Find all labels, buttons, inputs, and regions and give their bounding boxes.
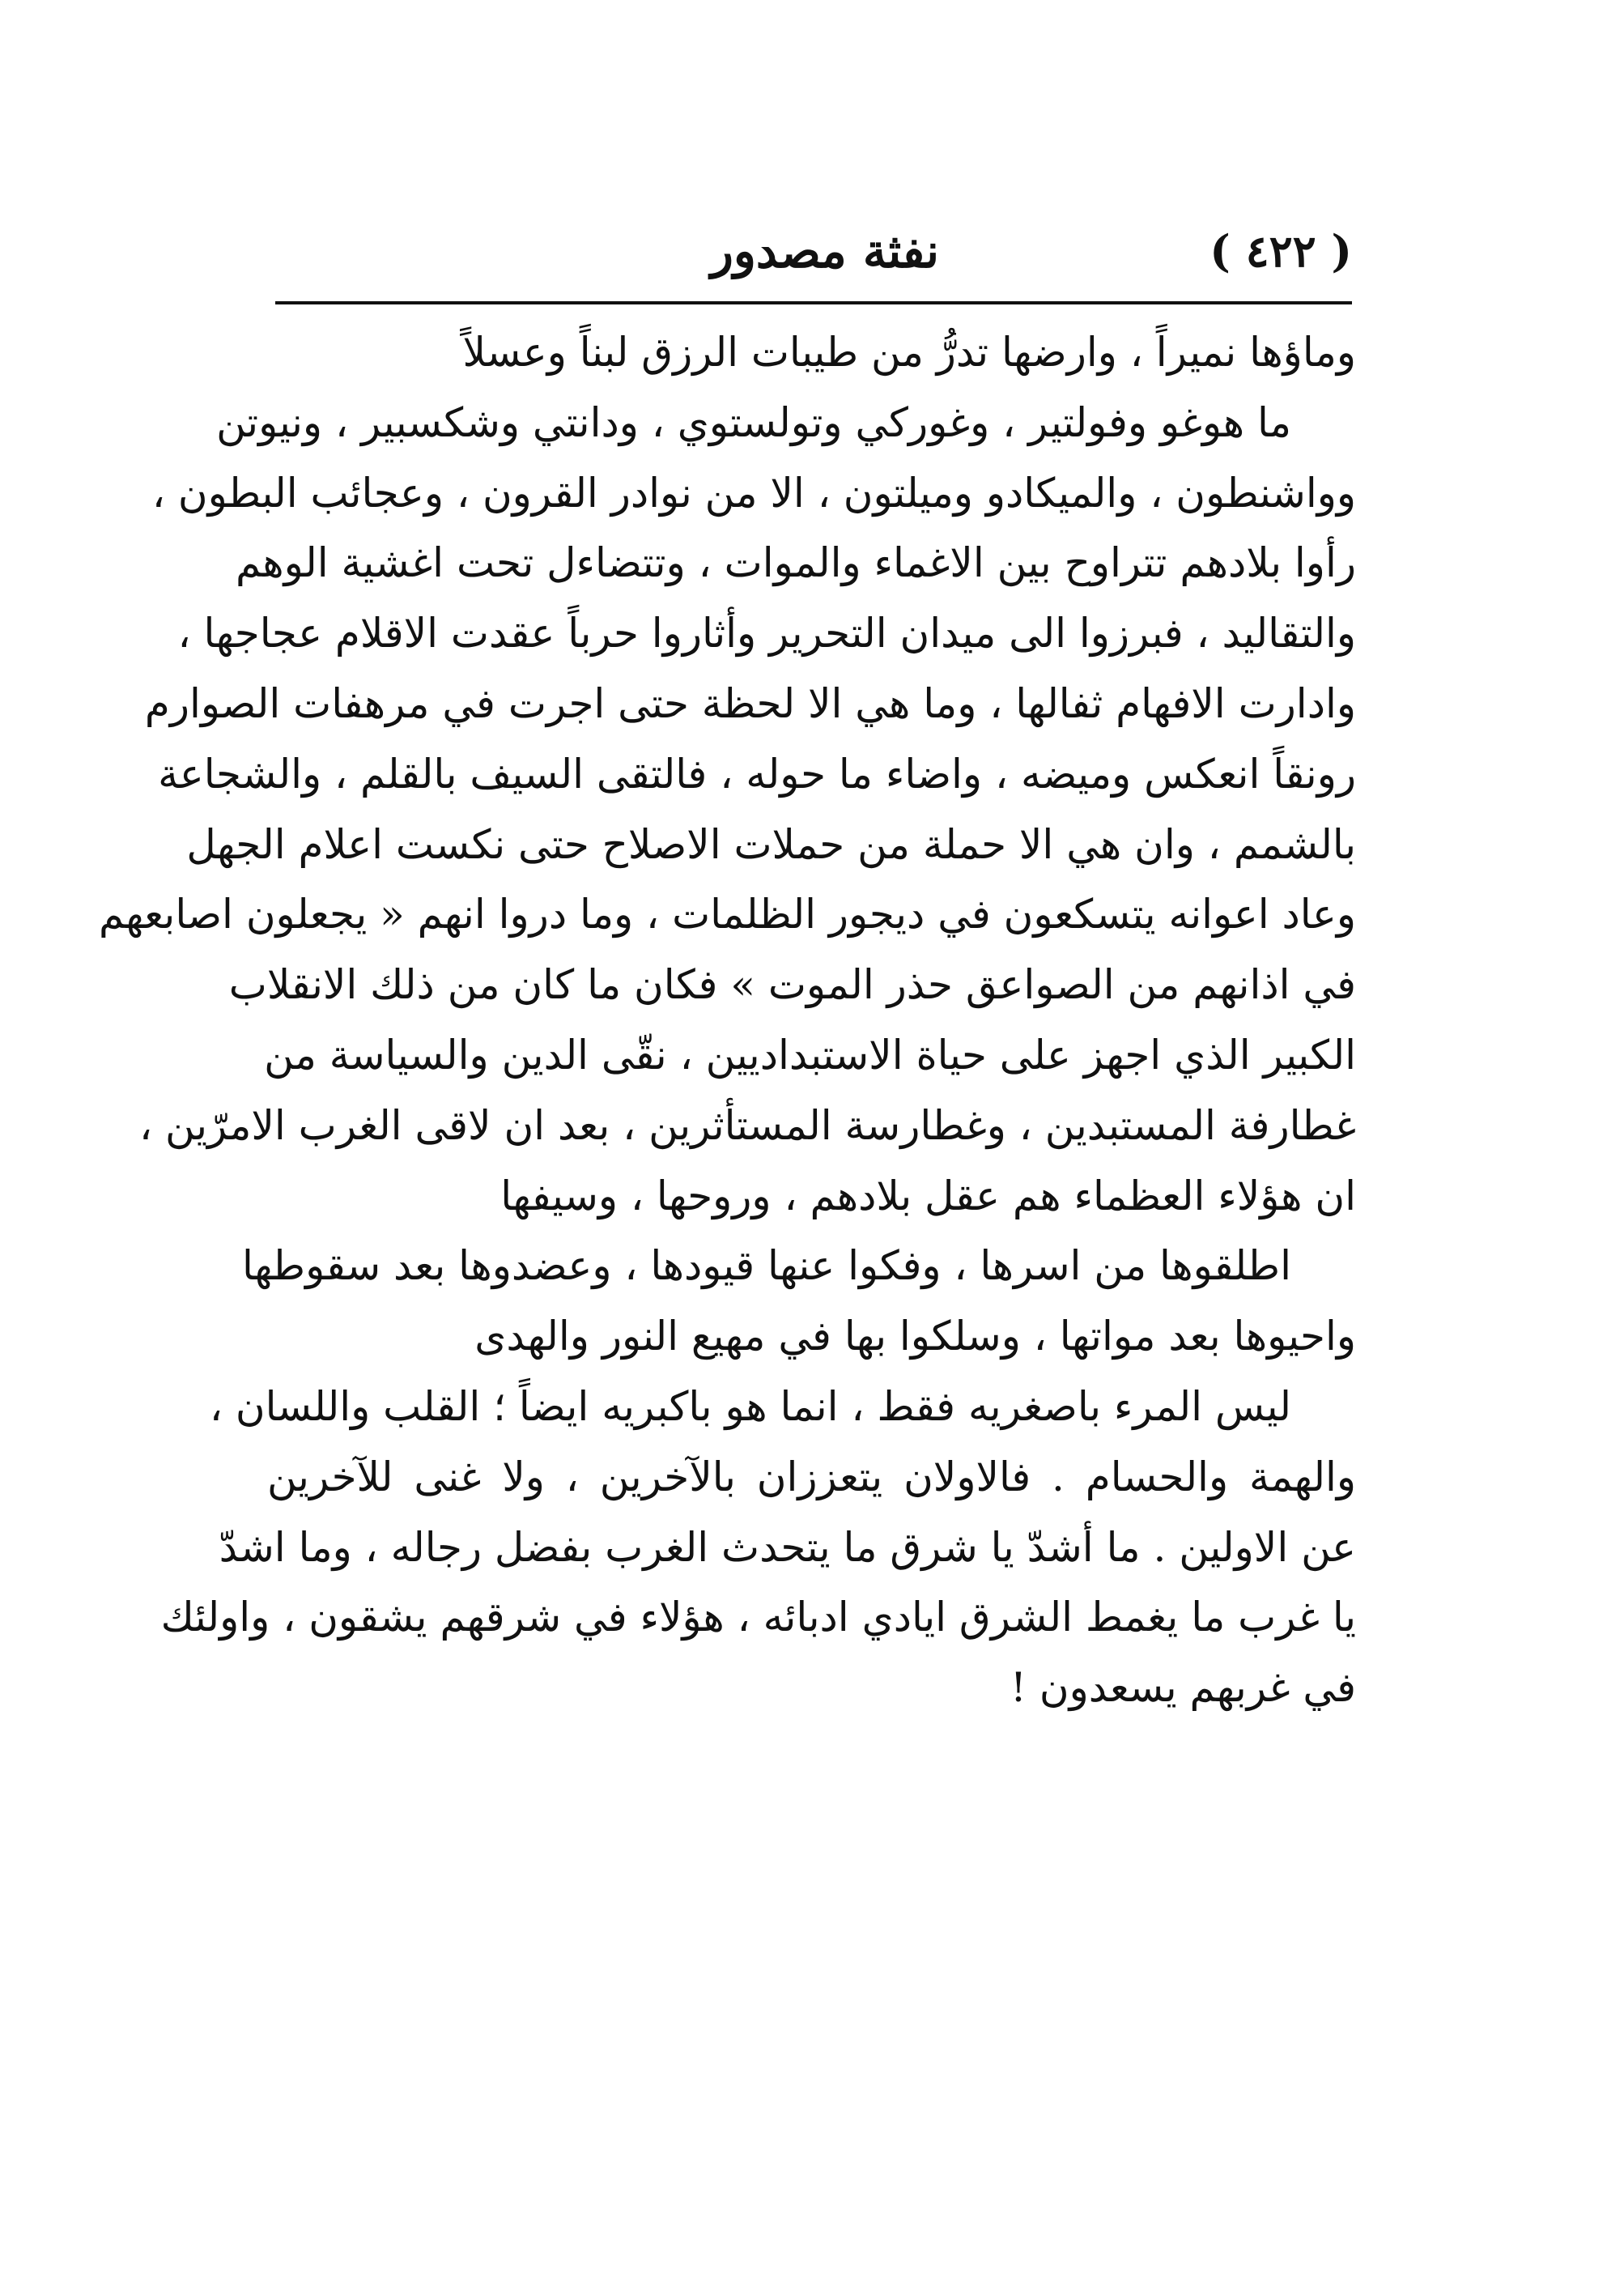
text-line: عن الاولين . ما أشدّ يا شرق ما يتحدث الغرب بفضل رجاله ، وما اشدّ: [219, 1523, 1356, 1571]
text-line: ما هوغو وفولتير ، وغوركي وتولستوي ، ودانتي وشكسبير ، ونيوتن: [216, 398, 1291, 446]
running-title: نفثة مصدور: [710, 223, 939, 279]
text-line: وعاد اعوانه يتسكعون في ديجور الظلمات ، وما دروا انهم « يجعلون اصابعهم: [98, 891, 1356, 938]
text-line: والهمة والحسام . فالاولان يتعززان بالآخرين ، ولا غنى للآخرين: [267, 1453, 1356, 1500]
text-line: ان هؤلاء العظماء هم عقل بلادهم ، وروحها ، وسيفها: [500, 1172, 1356, 1219]
body-text: [98, 317, 1356, 1723]
page-number: ( ٤٢٢ ): [1209, 225, 1352, 277]
text-line: بالشمم ، وان هي الا حملة من حملات الاصلاح حتى نكست اعلام الجهل: [186, 820, 1356, 868]
header-divider: [275, 301, 1352, 304]
text-line: رأوا بلادهم تتراوح بين الاغماء والموات ، وتتضاءل تحت اغشية الوهم: [236, 539, 1356, 587]
text-line: في غربهم يسعدون !: [1010, 1664, 1356, 1712]
text-line: الكبير الذي اجهز على حياة الاستبداديين ، نقّى الدين والسياسة من: [264, 1031, 1356, 1079]
text-line: اطلقوها من اسرها ، وفكوا عنها قيودها ، وعضدوها بعد سقوطها: [242, 1242, 1291, 1290]
text-line: غطارفة المستبدين ، وغطارسة المستأثرين ، بعد ان لاقى الغرب الامرّين ،: [138, 1101, 1356, 1149]
text-line: رونقاً انعكس وميضه ، واضاء ما حوله ، فالتقى السيف بالقلم ، والشجاعة: [158, 750, 1356, 798]
text-line: واحيوها بعد مواتها ، وسلكوا بها في مهيع النور والهدى: [474, 1313, 1356, 1360]
text-line: وادارت الافهام ثفالها ، وما هي الا لحظة حتى اجرت في مرهفات الصوارم: [144, 679, 1356, 727]
text-line: يا غرب ما يغمط الشرق ايادي ادبائه ، هؤلاء في شرقهم يشقون ، واولئك: [160, 1594, 1356, 1641]
text-line: والتقاليد ، فبرزوا الى ميدان التحرير وأثاروا حرباً عقدت الاقلام عجاجها ،: [177, 610, 1356, 658]
page-header: [275, 219, 1352, 283]
text-line: ليس المرء باصغريه فقط ، انما هو باكبريه ايضاً ؛ القلب واللسان ،: [209, 1382, 1291, 1430]
text-line: وماؤها نميراً ، وارضها تدرُّ من طيبات الرزق لبناً وعسلاً: [462, 329, 1356, 376]
text-line: وواشنطون ، والميكادو وميلتون ، الا من نوادر القرون ، وعجائب البطون ،: [151, 469, 1356, 517]
text-line: في اذانهم من الصواعق حذر الموت » فكان ما كان من ذلك الانقلاب: [228, 961, 1356, 1009]
